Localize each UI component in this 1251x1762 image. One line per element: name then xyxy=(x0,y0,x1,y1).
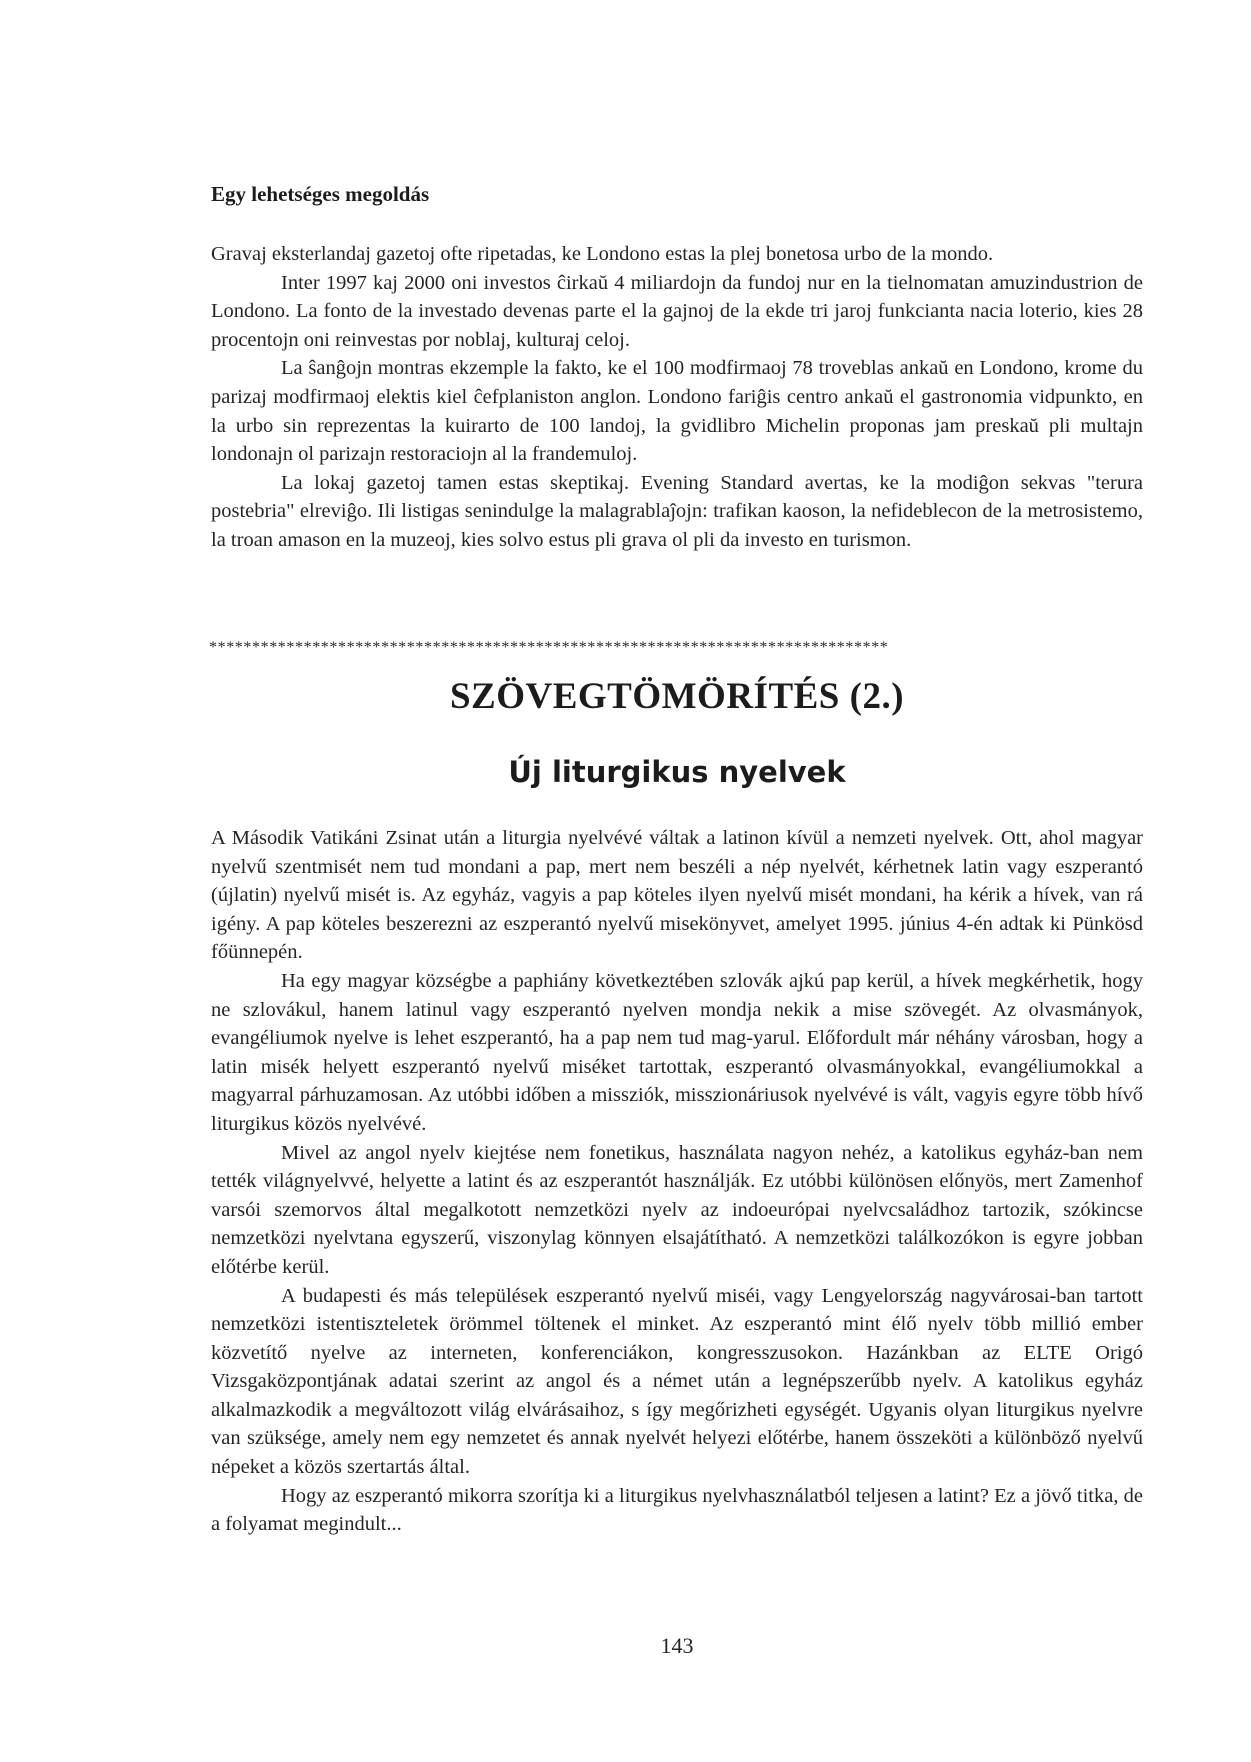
paragraph: La ŝanĝojn montras ekzemple la fakto, ke el 100 modfirmaoj 78 troveblas ankaŭ en Londono, krome du parizaj modfirmaoj elektis kiel ĉefplaniston anglon. Londono fariĝis centro ankaŭ el gastronomia vidpunkto, en la urbo sin reprezentas la kuirarto de 100 landoj, la gvidlibro Michelin proponas jam preskaŭ pli multajn londonajn ol parizajn restoraciojn al la frandemuloj. xyxy=(211,357,1143,466)
page-number: 143 xyxy=(660,1633,694,1658)
paragraph: A Második Vatikáni Zsinat után a liturgia nyelvévé váltak a latinon kívül a nemzeti nyelvek. Ott, ahol magyar nyelvű szentmisét nem tud mondani a pap, mert nem beszéli a nép nyelvét, kérhetnek latin vagy eszperantó (újlatin) nyelvű misét is. Az egyház, vagyis a pap köteles ilyen nyelvű misét mondani, ha kérik a hívek, van rá igény. A pap köteles beszerezni az eszperantó nyelvű misekönyvet, amelyet 1995. június 4-én adtak ki Pünkösd főünnepén. xyxy=(211,827,1143,964)
paragraph: A budapesti és más települések eszperantó nyelvű miséi, vagy Lengyelország nagyvárosai-ban tartott nemzetközi istentiszteletek örömmel töltenek el minket. Az eszperantó mint élő nyelv több millió ember közvetítő nyelve az interneten, konferenciákon, kongresszusokon. Hazánkban az ELTE Origó Vizsgaközpontjának adatai szerint az angol és a német után a legnépszerűbb nyelv. A katolikus egyház alkalmazkodik a megváltozott világ elvárásaihoz, s így megőrizheti egységét. Ugyanis olyan liturgikus nyelvre van szüksége, amely nem egy nemzetet és annak nyelvét helyezi előtérbe, hanem összeköti a különböző nyelvű népeket a közös szertartás által. xyxy=(211,1284,1143,1479)
asterisk-separator: ******************************************************************************* xyxy=(209,639,889,656)
paragraph: Gravaj eksterlandaj gazetoj ofte ripetadas, ke Londono estas la plej bonetosa urbo de la mondo. xyxy=(211,243,994,265)
paragraph: Mivel az angol nyelv kiejtése nem fonetikus, használata nagyon nehéz, a katolikus egyház-ban nem tették világnyelvvé, helyette a latint és az eszperantót használják. Ez utóbbi különösen előnyös, mert Zamenhof varsói szemorvos által megalkotott nemzetközi nyelv az indoeurópai nyelvcsaládhoz tartozik, szókincse nemzetközi nyelvtana egyszerű, viszonylag könnyen elsajátítható. A nemzetközi találkozókon is egyre jobban előtérbe kerül. xyxy=(211,1141,1143,1278)
paragraph: Ha egy magyar községbe a paphiány következtében szlovák ajkú pap kerül, a hívek megkérhetik, hogy ne szlovákul, hanem latinul vagy eszperantó nyelven mondja nekik a mise szövegét. Az olvasmányok, evangéliumok nyelve is lehet eszperantó, ha a pap nem tud mag-yarul. Előfordult már néhány városban, hogy a latin misék helyett eszperantó nyelvű miséket tartottak, eszperantó olvasmányokkal, evangéliumokkal a magyarral párhuzamosan. Az utóbbi időben a missziók, misszionáriusok nyelvévé is vált, vagyis egyre több hívő liturgikus közös nyelvévé. xyxy=(211,969,1143,1135)
paragraph: La lokaj gazetoj tamen estas skeptikaj. Evening Standard avertas, ke la modiĝon sekvas "terura postebria" elreviĝo. Ili listigas senindulge la malagrablaĵojn: trafikan kaoson, la nefideblecon de la metrosistemo, la troan amason en la muzeoj, kies solvo estus pli grava ol pli da investo en turismon. xyxy=(211,471,1143,551)
document-page xyxy=(211,0,1143,1762)
paragraph: Hogy az eszperantó mikorra szorítja ki a liturgikus nyelvhasználatból teljesen a latint? Ez a jövő titka, de a folyamat megindult... xyxy=(211,1484,1143,1536)
article-title: Új liturgikus nyelvek xyxy=(508,755,846,789)
paragraph: Inter 1997 kaj 2000 oni investos ĉirkaŭ 4 miliardojn da fundoj nur en la tielnomatan amuzindustrion de Londono. La fonto de la investado devenas parte el la gajnoj de la ekde tri jaroj funkcianta nacia loterio, kies 28 procentojn oni reinvestas por noblaj, kulturaj celoj. xyxy=(211,271,1143,351)
article-esperanto-london xyxy=(211,240,1143,555)
section-heading: Egy lehetséges megoldás xyxy=(211,182,430,206)
page-title: SZÖVEGTÖMÖRÍTÉS (2.) xyxy=(449,676,905,717)
article-liturgical-languages xyxy=(211,824,1143,1539)
